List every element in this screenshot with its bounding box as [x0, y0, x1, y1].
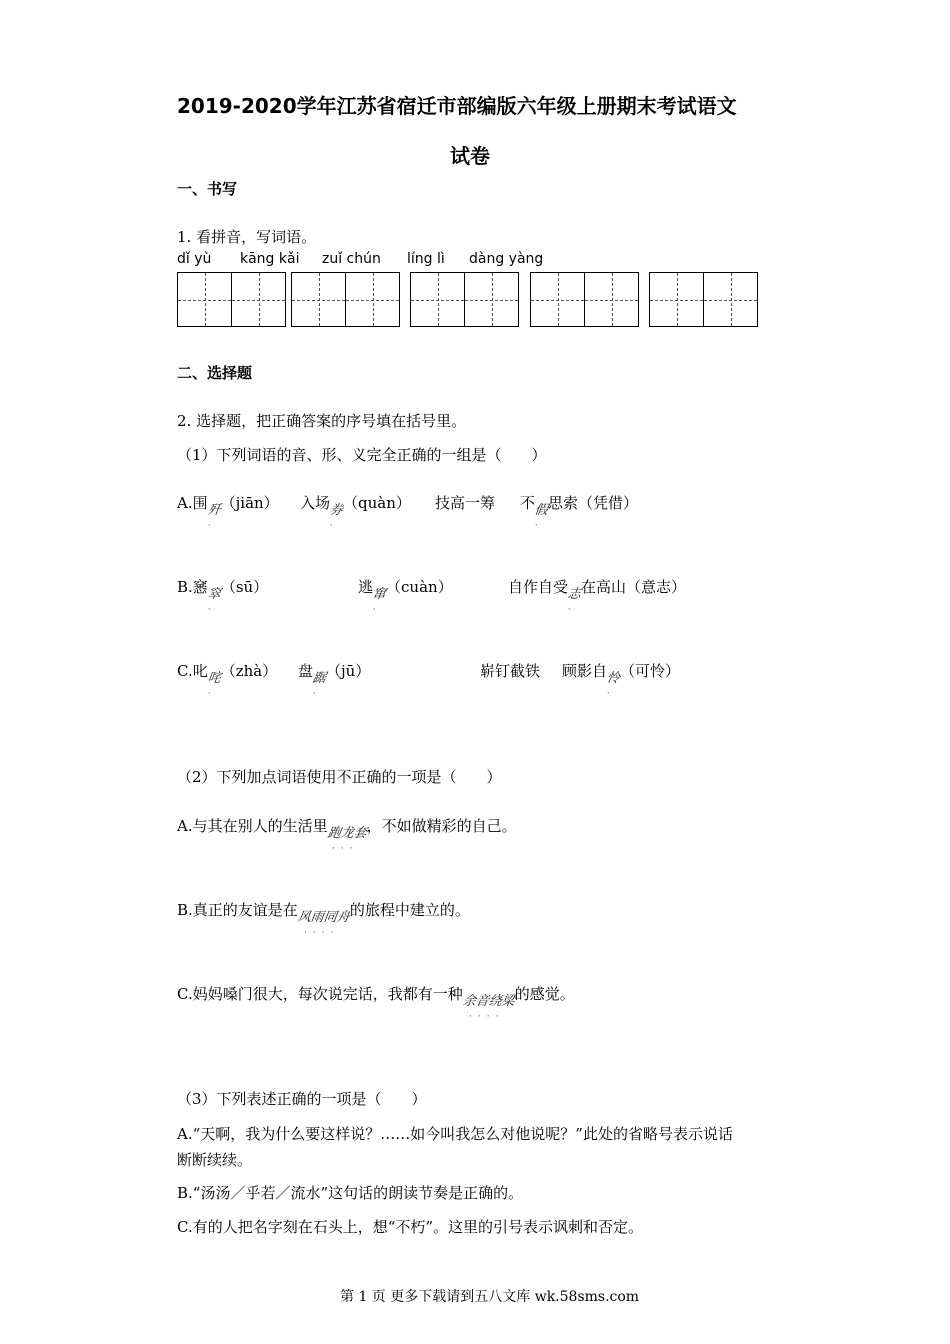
writing-grid-5[interactable]: [649, 272, 757, 328]
sub1-option-c-4: 顾影自怜 · （可怜）: [562, 662, 681, 699]
sub2-option-b: B.真正的友谊是在风雨同舟 ···· 的旅程中建立的。: [177, 901, 470, 938]
sub-question-3: （3）下列表述正确的一项是（ ）: [177, 1090, 427, 1108]
sub1-option-a-4: 不假 · 思索（凭借）: [520, 494, 639, 531]
sub1-option-c-3: 崭钉截铁: [480, 662, 541, 680]
pinyin-5: dàng yàng: [469, 251, 544, 267]
writing-grid-4[interactable]: [530, 272, 638, 328]
writing-grid-3[interactable]: [410, 272, 518, 328]
sub1-option-a: A.围歼 · （jiān）: [177, 494, 279, 531]
sub3-option-c: C.有的人把名字刻在石头上，想“不朽”。这里的引号表示讽刺和否定。: [177, 1218, 644, 1236]
document-title-line2: 试卷: [450, 144, 490, 168]
sub3-option-a-line1: A.“天啊，我为什么要这样说？……如今叫我怎么对他说呢？”此处的省略号表示说话: [177, 1125, 733, 1143]
sub1-option-b-3: 自作自受志 · 在高山（意志）: [508, 578, 687, 615]
page-footer: 第 1 页 更多下载请到五八文库 wk.58sms.com: [340, 1289, 640, 1305]
dotted-char: 歼 ·: [206, 503, 222, 531]
dotted-phrase: 风雨同舟 ····: [296, 910, 351, 938]
sub-question-2: （2）下列加点词语使用不正确的一项是（ ）: [177, 768, 502, 786]
dotted-char: 券 ·: [328, 503, 344, 531]
sub3-option-a-line2: 断断续续。: [177, 1151, 253, 1169]
pinyin-1: dǐ yù: [177, 251, 212, 267]
dotted-char: 假 ·: [533, 503, 549, 531]
sub2-option-c: C.妈妈嗓门很大，每次说完话，我都有一种余音绕梁 ···· 的感觉。: [177, 985, 575, 1022]
sub1-option-a-2: 入场券 · （quàn）: [300, 494, 411, 531]
sub1-option-c-2: 盘踞 · （jū）: [298, 662, 371, 699]
sub3-option-b: B.“汤汤／乎若／流水”这句话的朗读节奏是正确的。: [177, 1184, 524, 1202]
dotted-char: 窣 ·: [206, 587, 222, 615]
writing-grid-1[interactable]: [177, 272, 285, 328]
section-heading-choice: 二、选择题: [177, 364, 253, 382]
question-1: 1. 看拼音，写词语。: [177, 228, 317, 246]
sub-question-1: （1）下列词语的音、形、义完全正确的一组是（ ）: [177, 446, 547, 464]
dotted-phrase: 跑龙套 ···: [326, 826, 368, 854]
sub1-option-b-2: 逃窜 · （cuàn）: [358, 578, 453, 615]
sub1-option-c: C.叱咤 · （zhà）: [177, 662, 278, 699]
section-heading-writing: 一、书写: [177, 180, 238, 198]
document-title-line1: 2019-2020学年江苏省宿迁市部编版六年级上册期末考试语文: [177, 94, 737, 118]
dotted-char: 踞 ·: [311, 671, 327, 699]
sub1-option-b: B.窸窣 · （sū）: [177, 578, 269, 615]
pinyin-3: zuǐ chún: [322, 251, 381, 267]
question-2: 2. 选择题，把正确答案的序号填在括号里。: [177, 412, 467, 430]
pinyin-2: kāng kǎi: [240, 251, 300, 267]
pinyin-4: líng lì: [407, 251, 445, 267]
sub2-option-a: A.与其在别人的生活里跑龙套 ··· ，不如做精彩的自己。: [177, 817, 517, 854]
dotted-char: 怜 ·: [605, 671, 621, 699]
dotted-char: 咤 ·: [206, 671, 222, 699]
dotted-char: 窜 ·: [371, 587, 387, 615]
dotted-char: 志 ·: [566, 587, 582, 615]
dotted-phrase: 余音绕梁 ····: [461, 994, 516, 1022]
writing-grid-2[interactable]: [291, 272, 399, 328]
sub1-option-a-3: 技高一筹: [435, 494, 496, 512]
